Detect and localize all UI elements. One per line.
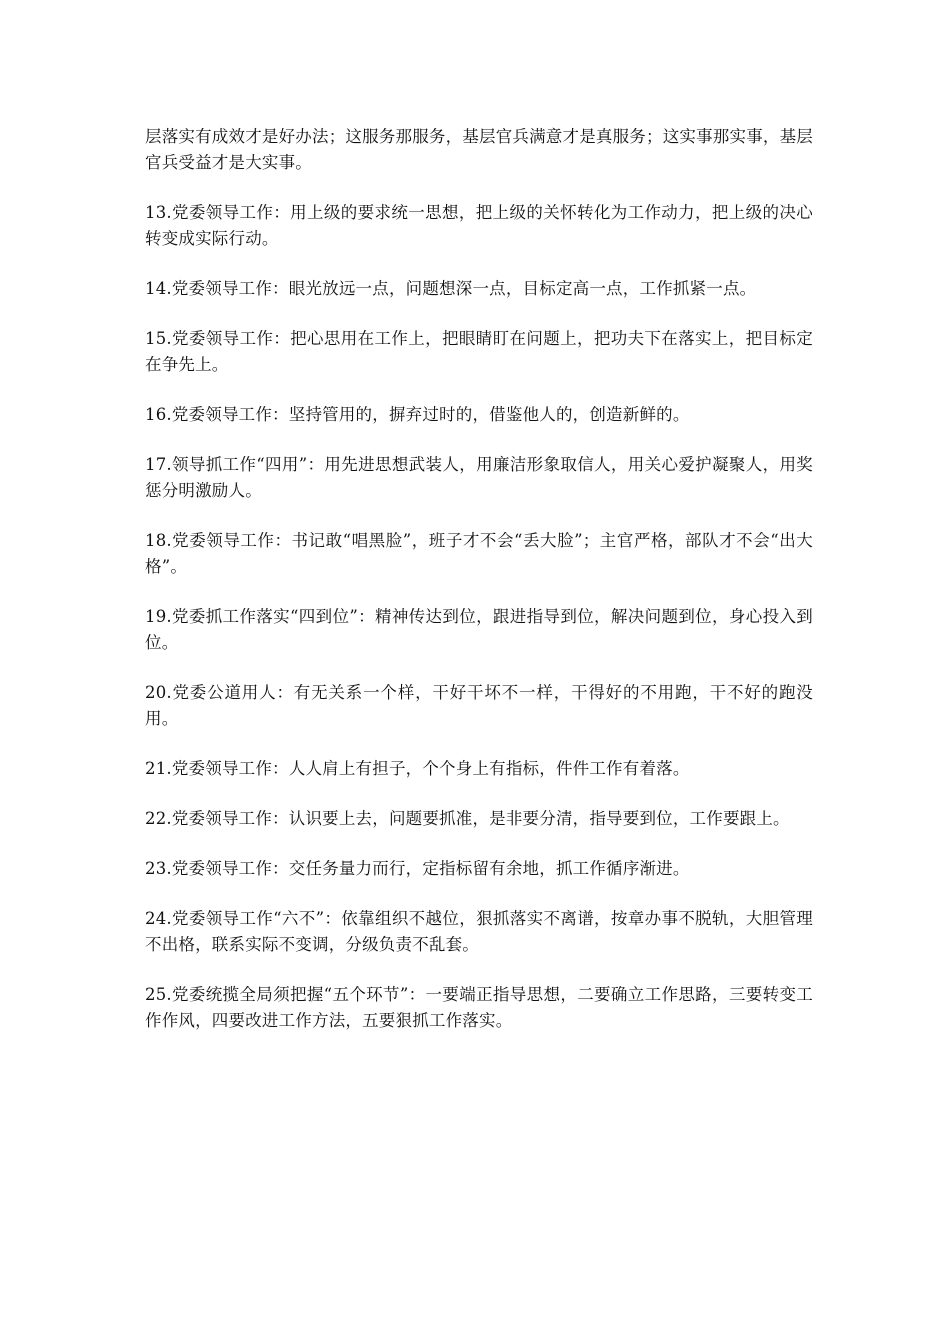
paragraph-item-20: 20.党委公道用人：有无关系一个样，干好干坏不一样，干得好的不用跑，干不好的跑没用。 [145, 683, 813, 728]
paragraph-item-13: 13.党委领导工作：用上级的要求统一思想，把上级的关怀转化为工作动力，把上级的决心转变成实际行动。 [145, 203, 813, 248]
paragraph-item-25: 25.党委统揽全局须把握“五个环节”：一要端正指导思想，二要确立工作思路，三要转变工作作风，四要改进工作方法，五要狠抓工作落实。 [145, 985, 813, 1030]
paragraph-item-18: 18.党委领导工作：书记敢“唱黑脸”，班子才不会“丢大脸”；主官严格，部队才不会“出大格”。 [145, 531, 813, 576]
paragraph-item-17: 17.领导抓工作“四用”：用先进思想武装人，用廉洁形象取信人，用关心爱护凝聚人，用奖惩分明激励人。 [145, 455, 813, 500]
paragraph-item-15: 15.党委领导工作：把心思用在工作上，把眼睛盯在问题上，把功夫下在落实上，把目标定在争先上。 [145, 329, 813, 374]
paragraph-item-23: 23.党委领导工作：交任务量力而行，定指标留有余地，抓工作循序渐进。 [145, 859, 690, 878]
paragraph-item-14: 14.党委领导工作：眼光放远一点，问题想深一点，目标定高一点，工作抓紧一点。 [145, 279, 757, 298]
paragraph-item-21: 21.党委领导工作：人人肩上有担子，个个身上有指标，件件工作有着落。 [145, 759, 690, 778]
document-body [145, 124, 813, 1058]
paragraph-item-19: 19.党委抓工作落实“四到位”：精神传达到位，跟进指导到位，解决问题到位，身心投入到位。 [145, 607, 813, 652]
paragraph-item-22: 22.党委领导工作：认识要上去，问题要抓准，是非要分清，指导要到位，工作要跟上。 [145, 809, 790, 828]
paragraph-continuation: 层落实有成效才是好办法；这服务那服务，基层官兵满意才是真服务；这实事那实事，基层官兵受益才是大实事。 [145, 127, 813, 172]
paragraph-item-24: 24.党委领导工作“六不”：依靠组织不越位，狠抓落实不离谱，按章办事不脱轨，大胆管理不出格，联系实际不变调，分级负责不乱套。 [145, 909, 813, 954]
paragraph-item-16: 16.党委领导工作：坚持管用的，摒弃过时的，借鉴他人的，创造新鲜的。 [145, 405, 690, 424]
